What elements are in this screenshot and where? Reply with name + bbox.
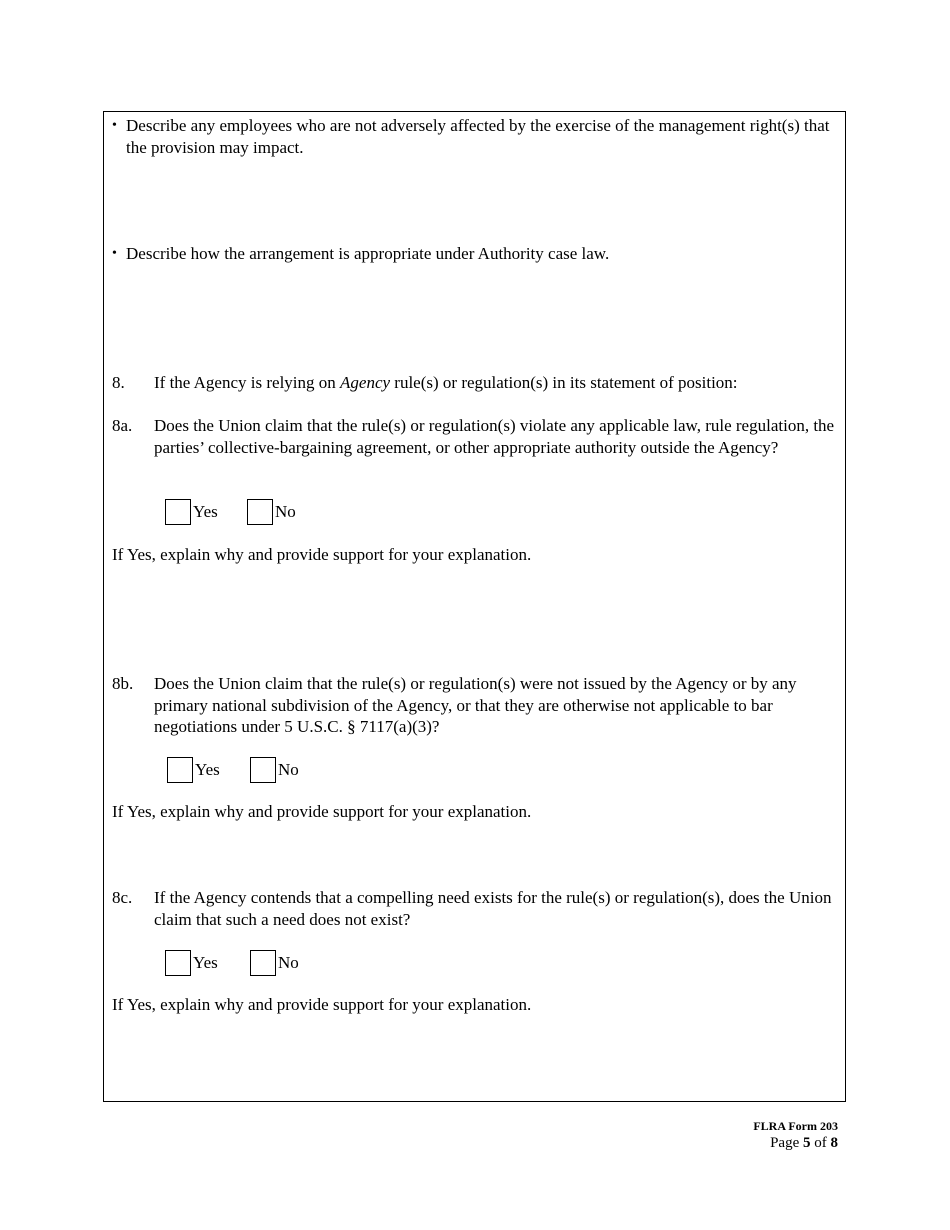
no-checkbox-8a[interactable] bbox=[247, 499, 273, 525]
yes-label: Yes bbox=[193, 953, 218, 973]
question-8c bbox=[112, 887, 840, 930]
question-text: Does the Union claim that the rule(s) or regulation(s) were not issued by the Agency or by any primary national subdivision of the Agency, or that they are otherwise not applicable to bar negotiations under 5 U.S.C. § 7117(a)(3)? bbox=[154, 674, 797, 736]
no-option-8b[interactable] bbox=[250, 756, 299, 784]
yes-option-8c[interactable] bbox=[165, 949, 218, 977]
no-checkbox-8b[interactable] bbox=[250, 757, 276, 783]
question-8b bbox=[112, 673, 840, 738]
explain-instruction-8b: If Yes, explain why and provide support for your explanation. bbox=[112, 802, 532, 821]
bullet-item bbox=[112, 243, 837, 265]
no-option-8a[interactable] bbox=[247, 498, 296, 526]
current-page: 5 bbox=[803, 1135, 811, 1151]
bullet-item bbox=[112, 115, 837, 158]
form-name: FLRA Form 203 bbox=[753, 1119, 838, 1133]
question-number: 8c. bbox=[112, 888, 133, 907]
yes-checkbox-8c[interactable] bbox=[165, 950, 191, 976]
question-number: 8a. bbox=[112, 416, 133, 435]
no-label: No bbox=[278, 953, 299, 973]
bullet-text-unaffected-employees: Describe any employees who are not adversely affected by the exercise of the management right(s) that the provision may impact. bbox=[126, 116, 830, 157]
page-footer bbox=[753, 1118, 838, 1152]
question-number: 8b. bbox=[112, 674, 134, 693]
yes-checkbox-8b[interactable] bbox=[167, 757, 193, 783]
bullet-text-case-law: Describe how the arrangement is appropriate under Authority case law. bbox=[126, 244, 610, 263]
form-section-box bbox=[103, 111, 846, 1102]
question-text: If the Agency is relying on Agency rule(s) or regulation(s) in its statement of position: bbox=[154, 373, 738, 392]
question-8a bbox=[112, 415, 840, 458]
yes-label: Yes bbox=[193, 502, 218, 522]
question-number: 8. bbox=[112, 373, 125, 392]
bullet-icon: • bbox=[112, 118, 117, 133]
question-text: If the Agency contends that a compelling need exists for the rule(s) or regulation(s), does the Union claim that such a need does not exist? bbox=[154, 888, 832, 929]
question-text: Does the Union claim that the rule(s) or regulation(s) violate any applicable law, rule regulation, the parties’ collective-bargaining agreement, or other appropriate authority outside the Agency? bbox=[154, 416, 835, 457]
yes-checkbox-8a[interactable] bbox=[165, 499, 191, 525]
explain-instruction-8c: If Yes, explain why and provide support for your explanation. bbox=[112, 995, 532, 1014]
yes-option-8b[interactable] bbox=[167, 756, 220, 784]
no-checkbox-8c[interactable] bbox=[250, 950, 276, 976]
total-pages: 8 bbox=[830, 1135, 838, 1151]
explain-instruction-8a: If Yes, explain why and provide support for your explanation. bbox=[112, 545, 532, 564]
yes-option-8a[interactable] bbox=[165, 498, 218, 526]
no-label: No bbox=[278, 760, 299, 780]
agency-emphasis: Agency bbox=[340, 373, 391, 392]
no-option-8c[interactable] bbox=[250, 949, 299, 977]
yes-label: Yes bbox=[195, 760, 220, 780]
question-8 bbox=[112, 372, 840, 394]
page-number: Page 5 of 8 bbox=[770, 1135, 838, 1151]
bullet-icon: • bbox=[112, 246, 117, 261]
no-label: No bbox=[275, 502, 296, 522]
